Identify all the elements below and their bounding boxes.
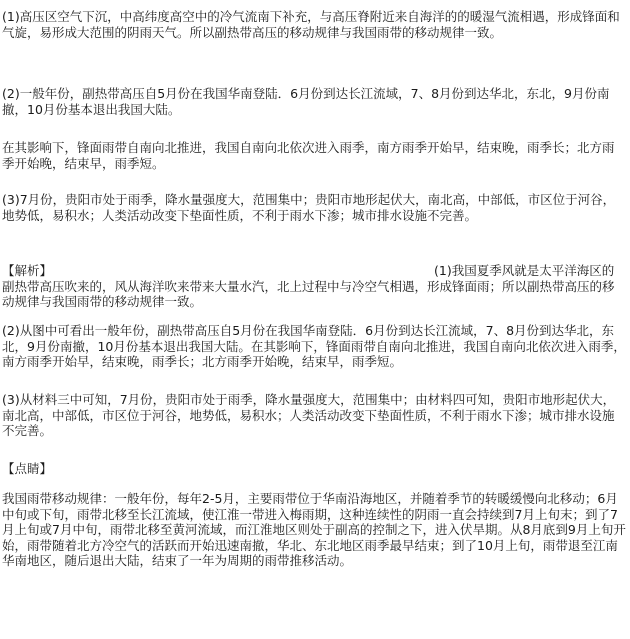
analysis-paragraph-1-rest: 副热带高压吹来的，风从海洋吹来带来大量水汽，北上过程中与冷空气相遇，形成锋面雨；所以副热带高压的移动规律与我国雨带的移动规律一致。: [2, 278, 615, 310]
analysis-paragraph-1-start: (1)我国夏季风就是太平洋海区的: [434, 263, 615, 278]
answer-paragraph-1: (1)高压区空气下沉，中高纬度高空中的冷气流南下补充，与高压脊附近来自海洋的的暖湿气流相遇，形成锋面和气旋，易形成大范围的阴雨天气。所以副热带高压的移动规律与我国雨带的移动规律一致。: [2, 9, 620, 40]
analysis-paragraph-2: (2)从图中可看出一般年份，副热带高压自5月份在我国华南登陆．6月份到达长江流域，7、8月份到达华北，东北，9月份南撤，10月份基本退出我国大陆。在其影响下，锋面雨带自南向北推进，我国自南向北依次进入雨季，南方雨季开始早，结束晚，雨季长；北方雨季开始晚，结束早，雨季短。: [2, 323, 626, 370]
analysis-label: 【解析】: [2, 263, 53, 278]
analysis-paragraph-3: (3)从材料三中可知，7月份，贵阳市处于雨季，降水量强度大，范围集中；由材料四可知，贵阳市地形起伏大，南北高，中部低，市区位于河谷，地势低，易积水；人类活动改变下垫面性质，不利于雨水下渗；城市排水设施不完善。: [2, 392, 616, 439]
answer-paragraph-3: 在其影响下，锋面雨带自南向北推进，我国自南向北依次进入雨季，南方雨季开始早，结束晚，雨季长；北方雨季开始晚，结束早，雨季短。: [2, 140, 615, 171]
answer-paragraph-4: (3)7月份，贵阳市处于雨季，降水量强度大，范围集中；贵阳市地形起伏大，南北高，中部低，市区位于河谷，地势低，易积水；人类活动改变下垫面性质，不利于雨水下渗；城市排水设施不完善。: [2, 192, 616, 223]
dianjing-label: 【点睛】: [2, 461, 53, 476]
analysis-paragraph-1: [2, 263, 626, 310]
answer-paragraph-2: (2)一般年份，副热带高压自5月份在我国华南登陆．6月份到达长江流域，7、8月份到达华北，东北，9月份南撤，10月份基本退出我国大陆。: [2, 86, 610, 117]
dianjing-paragraph: 我国雨带移动规律：一般年份，每年2-5月，主要雨带位于华南沿海地区，并随着季节的转暖缓慢向北移动；6月中旬或下旬，雨带北移至长江流域，使江淮一带进入梅雨期，这种连续性的阴雨一直会持续到7月上旬末；到了7月上旬或7月中旬，雨带北移至黄河流域，而江淮地区则处于副高的控制之下，进入伏旱期。从8月底到9月上旬开始，雨带随着北方冷空气的活跃而开始迅速南撤，华北、东北地区雨季最早结束；到了10月上旬，雨带退至江南华南地区，随后退出大陆，结束了一年为周期的雨带推移活动。: [2, 491, 626, 569]
